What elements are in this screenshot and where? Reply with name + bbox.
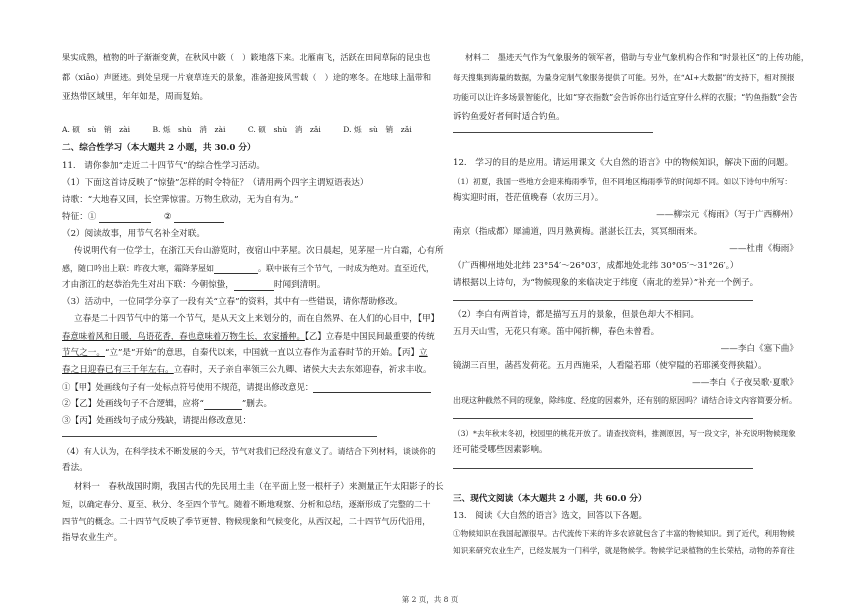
text-line: 亚热带区域里，年年如是，周而复始。 [62,92,209,102]
fix-line-3: ③【丙】处画线句子成分残缺，请提出修改意见： [62,416,252,426]
text-line: （2）阅读故事，用节气名补全对联。 [62,229,205,239]
fix-line-2 [62,399,272,410]
poem-attribution: ——李白《塞下曲》 [720,344,798,354]
section-heading: 三、现代文阅读（本大题共 2 小题，共 60.0 分） [453,494,647,504]
option-c[interactable]: C. 硕 shù 消 zǎi [247,125,321,134]
text-span: ①【甲】处画线句子有一处标点符号使用不规范，请提出修改意见： [62,382,314,392]
material-1-line: 材料一 春秋战国时期，我国古代的先民用土圭（在平面上竖一根杆子）来测量正午太阳影子的长 [74,482,444,492]
text-line: （1）下面这首诗反映了“惊蛰”怎样的时令特征？（请用两个四字主谓短语表达） [62,178,369,188]
text-span: ”删去。 [241,399,273,409]
text-line: （1）初夏，我国一些地方会迎来梅雨季节，但不同地区梅雨季节的时间却不同。如以下诗句中所写： [453,177,792,186]
text-line [62,331,435,342]
text-span: 感，随口吟出上联：昨夜大寒，霜降茅屋如 [62,264,214,273]
text-line: （2）李白有两首诗，都是描写五月的景象，但景色却大不相同。 [453,310,700,320]
text-line: 诗歌：“大地春又回，长空霁惊雷。万物生欣动，无为自有为。” [62,195,299,205]
text-span: “立”是“开始”的意思，自秦代以来，中国就一直以立春作为孟春时节的开始。【丙】 [104,348,420,358]
text-span: 立春时，天子亲自率领三公九卿、诸侯大夫去东郊迎春，祈求丰收。 [173,365,432,375]
answer-line[interactable] [453,468,753,469]
underlined-sentence-yi: 节气之一。 [62,348,105,358]
answer-line[interactable] [453,418,753,419]
answer-line[interactable] [453,300,753,301]
text-line: （4）有人认为，在科学技术不断发展的今天，节气对我们已经没有意义了。请结合下列材料，谈谈你的 [62,446,436,456]
text-span: 时闻到清明。 [273,280,326,290]
page-number: 第 2 页，共 8 页 [401,595,459,604]
text-line: 还可能受哪些因素影响。 [453,445,548,455]
section-heading: 二、综合性学习（本大题共 2 小题，共 30.0 分） [62,143,256,153]
answer-blank[interactable] [234,281,274,291]
text-line: 知识来研究农业生产，已经发展为一门科学，就是物候学。物候学记录植物的生长荣枯，动物的养育往 [453,546,795,555]
poem-attribution: ——李白《子夜吴歌·夏歌》 [692,378,798,388]
option-a[interactable]: A. 硕 sù 销 zài [62,125,131,134]
poem-line: 镜湖三百里，菡萏发荷花。五月西施采，人看隘若耶（使窄隘的若耶溪变得狭隘）。 [453,361,767,371]
text-line: （广西柳州地处北纬 23°54′～26°03′，成都地处北纬 30°05′～31°26′。） [453,261,739,271]
material-2-line: 功能可以让许多场景智能化，比如“穿衣指数”会告诉你出行适宜穿什么样的衣服；“钓鱼指数”会告 [453,93,798,102]
answer-blank[interactable] [99,213,151,223]
text-line: ①物候知识在我国起源很早。古代流传下来的许多农谚就包含了丰富的物候知识。到了近代，利用物候 [453,529,795,538]
text-line: （3）*去年秋末冬初，校园里的桃花开放了。请查找资料，推测原因，写一段文字，补充说明物候现象 [453,429,796,438]
question-13: 13. 阅读《大自然的语言》选文，回答以下各题。 [453,511,648,521]
question-11: 11. 请你参加“走近二十四节气”的综合性学习活动。 [62,161,265,171]
text-line: 都（xiāo）声匿迹。到处呈现一片衰草连天的景象，准备迎接风雪载（ ）途的寒冬。在地球上温带和 [62,72,432,82]
text-line: 出现这种截然不同的现象，除纬度、经度的因素外，还有别的原因吗？请结合诗文内容简要分析。 [453,396,797,405]
text-line [62,365,432,376]
poem-attribution: ——柳宗元《梅雨》（写于广西柳州） [656,210,798,220]
material-2-line: 材料二 墨迹天气作为气象服务的领军者，借助与专业气象机构合作和“时景社区”的上传功能， [465,52,810,62]
material-1-line: 四节气的概念。二十四节气反映了季节更替、物候现象和气候变化，从西汉起，二十四节气历代沿用， [62,516,431,526]
text-line: 果实成熟，植物的叶子渐渐变黄，在秋风中簌（ ）簌地落下来。北雁南飞，活跃在田间草际的昆虫也 [62,52,431,62]
poem-line: 梅实迎时雨，苍茫值晚春（农历三月）。 [453,193,604,203]
text-line: 立春是二十四节气中的第一个节气，是从天文上来划分的，而在自然界、在人们的心目中，【甲】 [74,314,440,324]
fix-line-1 [62,382,431,393]
poem-line: 南京（指成都）犀浦道，四月熟黄梅。湛湛长江去，冥冥细雨来。 [453,227,703,237]
poem-line: 五月天山雪，无花只有寒。笛中闻折柳，春色未曾看。 [453,327,660,337]
material-2-line: 诉钓鱼爱好者何时适合钓鱼。 [453,112,565,122]
text-span: ②【乙】处画线句子不合逻辑，应将“ [62,399,204,409]
answer-line[interactable] [62,436,377,437]
text-line: （3）活动中，一位同学分享了一段有关“立春”的资料，其中有一些错误，请你帮助修改。 [62,297,403,307]
text-line [62,348,428,359]
feature-label-1: 特征：① [62,212,97,222]
material-1-line: 指导农业生产。 [62,533,123,543]
answer-line[interactable] [453,132,653,133]
underlined-sentence-bing: 春之日迎春已有三千年左右。 [62,365,174,375]
text-line [62,280,325,291]
option-d[interactable]: D. 烁 sù 销 zǎi [343,125,412,134]
text-span: 【乙】立春是中国民间最重要的传统 [304,331,435,341]
text-line: 看法。 [62,463,88,473]
feature-label-2: ② [163,212,172,222]
option-b[interactable]: B. 烁 shù 消 zài [152,125,226,134]
underlined-sentence-jia: 春意味着风和日暖，鸟语花香，春也意味着万物生长，农家播种。 [62,331,305,341]
answer-blank[interactable] [313,383,431,393]
feature-answer-line [62,212,224,223]
text-span: 才由浙江的赵恭治先生对出下联：今朝惊蛰， [62,280,234,290]
answer-blank[interactable] [204,400,242,410]
answer-options [62,124,432,135]
underlined-sentence-bing: 立 [419,348,428,358]
material-2-line: 每天搜集到海量的数据，为量身定制气象服务提供了可能。另外，在“AI+大数据”的支持下，相对预报 [453,73,795,82]
text-line: 请根据以上诗句，为“物候现象的来临决定于纬度（南北的差异）”补充一个例子。 [453,278,759,288]
text-line: 传说明代有一位学士，在浙江天台山游览时，夜宿山中茅屋。次日晨起，见茅屋一片白霜，心有所 [74,246,444,256]
poem-attribution: ——杜甫《梅雨》 [729,244,798,254]
material-1-line: 短，以确定春分、夏至、秋分、冬至四个节气。随着不断地观察、分析和总结，逐渐形成了完整的二十 [62,499,431,509]
question-12: 12. 学习的目的是应用。请运用课文《大自然的语言》中的物候知识，解决下面的问题。 [453,158,794,168]
answer-blank[interactable] [214,264,258,274]
text-line [62,263,434,274]
answer-blank[interactable] [174,213,224,223]
text-span: 。联中嵌有三个节气，一时成为绝对。直至近代， [258,264,434,273]
